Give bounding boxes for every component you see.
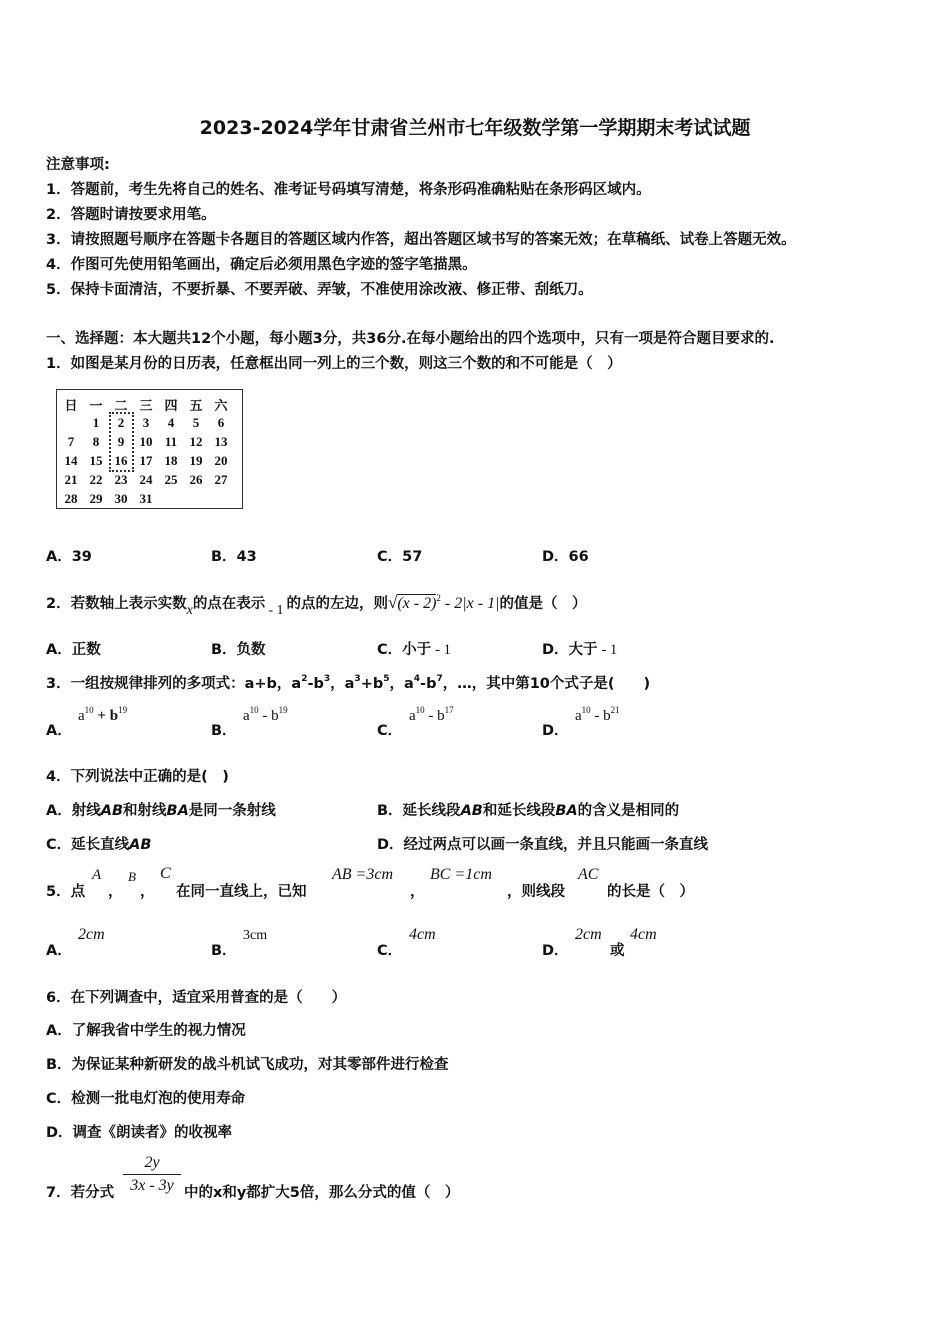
q3-op: + b bbox=[97, 708, 119, 724]
q2-neg-one: - 1 bbox=[268, 603, 284, 618]
q4-option-c bbox=[46, 833, 151, 854]
q1-option-c: C．57 bbox=[377, 549, 423, 565]
q5-option-a-value: 2cm bbox=[78, 926, 105, 943]
calendar-cell: 27 bbox=[214, 472, 228, 487]
q3-text: ，a bbox=[330, 676, 355, 692]
q5-option-b-label: B． bbox=[211, 943, 237, 959]
q3-exp: 10 bbox=[249, 705, 259, 715]
q3-exp: 10 bbox=[84, 705, 94, 715]
q2-option-c-text: C．小于 bbox=[377, 642, 432, 658]
question-5-stem-a: 5．点 bbox=[46, 884, 86, 900]
q2-radicand: (x - 2) bbox=[397, 595, 437, 612]
calendar-cell: 3 bbox=[142, 415, 150, 430]
q4-var: AB bbox=[460, 803, 483, 819]
q3-sup: 4 bbox=[413, 674, 421, 684]
calendar-cell: 30 bbox=[114, 491, 128, 506]
calendar-cell: 25 bbox=[164, 472, 178, 487]
q3-option-d-expr bbox=[575, 705, 620, 725]
q2-option-b: B．负数 bbox=[211, 642, 266, 658]
q7-denominator: 3x - 3y bbox=[130, 1177, 174, 1194]
calendar-cell: 28 bbox=[64, 491, 78, 506]
q2-option-a: A．正数 bbox=[46, 642, 101, 658]
calendar-cell: 20 bbox=[214, 453, 228, 468]
question-2-stem bbox=[46, 592, 587, 618]
calendar-cell: 23 bbox=[114, 472, 128, 487]
notice-item: 2．答题时请按要求用笔。 bbox=[46, 207, 216, 223]
q2-abs-term: - 2|x - 1| bbox=[440, 595, 500, 612]
calendar-cell: 6 bbox=[217, 415, 225, 430]
calendar-cell: 31 bbox=[139, 491, 153, 506]
q3-sup: 5 bbox=[383, 674, 390, 684]
q4-text: 的含义是相同的 bbox=[577, 803, 680, 819]
q2-option-d bbox=[542, 638, 617, 659]
q4-text: B．延长线段 bbox=[377, 803, 461, 819]
q5-option-a-label: A． bbox=[46, 943, 72, 959]
calendar-table bbox=[56, 389, 243, 509]
question-7-stem-a: 7．若分式 bbox=[46, 1185, 115, 1201]
q3-exp: 19 bbox=[118, 705, 128, 715]
section-heading: 一、选择题：本大题共12个小题，每小题3分，共36分.在每小题给出的四个选项中，只有一项是符合题目要求的. bbox=[46, 331, 775, 347]
q2-var-x: x bbox=[186, 603, 193, 618]
calendar-header: 四 bbox=[164, 398, 178, 413]
q4-var: BA bbox=[555, 803, 578, 819]
q4-var: AB bbox=[129, 837, 152, 853]
q3-text: 3．一组按规律排列的多项式：a+b，a bbox=[46, 676, 302, 692]
calendar-cell: 16 bbox=[114, 453, 128, 468]
calendar-cell: 12 bbox=[189, 434, 203, 449]
notice-heading: 注意事项: bbox=[46, 157, 110, 173]
calendar-cell: 8 bbox=[92, 434, 100, 449]
q2-option-d-text: D．大于 bbox=[542, 642, 598, 658]
calendar-cell: 17 bbox=[139, 453, 153, 468]
q4-text: 和延长线段 bbox=[482, 803, 556, 819]
question-3-stem bbox=[46, 672, 650, 693]
q4-option-a bbox=[46, 799, 276, 820]
calendar-header: 一 bbox=[89, 398, 103, 413]
q5-comma: ， bbox=[410, 884, 425, 900]
q4-text: 和射线 bbox=[123, 803, 167, 819]
q4-var: BA bbox=[166, 803, 189, 819]
q4-option-d: D．经过两点可以画一条直线，并且只能画一条直线 bbox=[377, 837, 709, 853]
q3-text: +b bbox=[360, 676, 384, 692]
q3-sup: 7 bbox=[436, 674, 443, 684]
calendar-header: 五 bbox=[189, 398, 203, 413]
q2-text: 的点在表示 bbox=[192, 596, 266, 612]
question-4-stem: 4．下列说法中正确的是( ) bbox=[46, 769, 229, 785]
q3-option-a-expr bbox=[78, 705, 128, 725]
q2-option-d-value: - 1 bbox=[601, 642, 618, 658]
q6-option-b: B．为保证某种新研发的战斗机试飞成功，对其零部件进行检查 bbox=[46, 1057, 449, 1073]
question-1-stem: 1．如图是某月份的日历表，任意框出同一列上的三个数，则这三个数的和不可能是（ ） bbox=[46, 356, 622, 372]
calendar-cell: 13 bbox=[214, 434, 228, 449]
q2-text: 2．若数轴上表示实数 bbox=[46, 596, 187, 612]
q5-point-a: A bbox=[92, 867, 102, 883]
question-5-stem-b: 在同一直线上，已知 bbox=[176, 884, 307, 900]
calendar-selection-box bbox=[109, 412, 134, 472]
q5-point-b: B bbox=[128, 869, 136, 884]
calendar-cell: 1 bbox=[92, 415, 100, 430]
q3-option-b-label: B． bbox=[211, 723, 237, 739]
q4-text: 是同一条射线 bbox=[188, 803, 276, 819]
q5-option-c-label: C． bbox=[377, 943, 403, 959]
notice-item: 5．保持卡面清洁，不要折暴、不要弄破、弄皱，不准使用涂改液、修正带、刮纸刀。 bbox=[46, 282, 593, 298]
q3-exp: 10 bbox=[581, 705, 591, 715]
question-5-stem-c: ，则线段 bbox=[507, 884, 565, 900]
q1-option-b: B．43 bbox=[211, 549, 257, 565]
q3-exp: 19 bbox=[278, 705, 288, 715]
q5-bc-length: BC =1cm bbox=[430, 866, 492, 883]
calendar-header: 三 bbox=[139, 398, 153, 413]
q3-base: a bbox=[575, 708, 582, 724]
q7-numerator: 2y bbox=[144, 1154, 160, 1171]
calendar-cell: 24 bbox=[139, 472, 153, 487]
q5-comma: ， bbox=[108, 884, 123, 900]
calendar-cell: 18 bbox=[164, 453, 178, 468]
q5-point-c: C bbox=[160, 865, 171, 882]
calendar-cell: 21 bbox=[64, 472, 78, 487]
calendar-cell: 22 bbox=[89, 472, 103, 487]
q3-option-c-label: C． bbox=[377, 723, 403, 739]
q6-option-d: D．调查《朗读者》的收视率 bbox=[46, 1125, 233, 1141]
question-5-stem-d: 的长是（ ） bbox=[607, 884, 694, 900]
q5-option-b-value: 3cm bbox=[243, 928, 268, 943]
q3-base: a bbox=[78, 708, 85, 724]
q5-ab-length: AB =3cm bbox=[332, 866, 393, 883]
fraction-bar bbox=[123, 1174, 181, 1175]
calendar-header: 二 bbox=[114, 398, 128, 413]
q5-option-c-value: 4cm bbox=[409, 926, 436, 943]
question-7-stem-b: 中的x和y都扩大5倍，那么分式的值（ ） bbox=[184, 1185, 460, 1201]
q3-text: -b bbox=[420, 676, 437, 692]
q3-sup: 2 bbox=[301, 674, 308, 684]
q5-option-d-or: 或 bbox=[610, 943, 625, 959]
q2-exponent: 2 bbox=[436, 593, 441, 603]
q5-ac: AC bbox=[578, 866, 599, 883]
q3-exp: 21 bbox=[610, 705, 620, 715]
q3-option-d-label: D． bbox=[542, 723, 569, 739]
q4-text: C．延长直线 bbox=[46, 837, 130, 853]
q6-option-a: A．了解我省中学生的视力情况 bbox=[46, 1023, 246, 1039]
calendar-cell: 14 bbox=[64, 453, 78, 468]
q3-exp: 17 bbox=[444, 705, 454, 715]
notice-item: 1．答题前，考生先将自己的姓名、准考证号码填写清楚，将条形码准确粘贴在条形码区域内。 bbox=[46, 182, 651, 198]
calendar-cell: 29 bbox=[89, 491, 103, 506]
q4-option-b bbox=[377, 799, 679, 820]
q5-option-d-value-2: 4cm bbox=[630, 926, 657, 943]
q1-option-d: D．66 bbox=[542, 549, 589, 565]
notice-item: 4．作图可先使用铅笔画出，确定后必须用黑色字迹的签字笔描黑。 bbox=[46, 257, 477, 273]
calendar-cell: 7 bbox=[67, 434, 75, 449]
q3-base: a bbox=[409, 708, 416, 724]
calendar-cell: 19 bbox=[189, 453, 203, 468]
calendar-cell: 10 bbox=[139, 434, 153, 449]
calendar-cell: 11 bbox=[164, 434, 178, 449]
q4-text: A．射线 bbox=[46, 803, 101, 819]
q3-text: -b bbox=[307, 676, 324, 692]
q2-option-c-value: - 1 bbox=[435, 642, 451, 658]
q3-option-b-expr bbox=[243, 705, 288, 725]
q3-op: - b bbox=[428, 708, 445, 724]
question-6-stem: 6．在下列调查中，适宜采用普查的是（ ） bbox=[46, 990, 347, 1006]
q3-option-c-expr bbox=[409, 705, 454, 725]
q3-sup: 3 bbox=[323, 674, 331, 684]
q2-text: 的点的左边，则 bbox=[286, 596, 388, 612]
q3-text: ，a bbox=[389, 676, 414, 692]
notice-item: 3．请按照题号顺序在答题卡各题目的答题区域内作答，超出答题区域书写的答案无效；在草稿纸、试卷上答题无效。 bbox=[46, 232, 796, 248]
q4-var: AB bbox=[100, 803, 124, 819]
q5-option-d-value-1: 2cm bbox=[575, 926, 602, 943]
q5-option-d-label: D． bbox=[542, 943, 569, 959]
calendar-header: 六 bbox=[214, 398, 228, 413]
q2-option-c bbox=[377, 638, 451, 659]
q3-op: - b bbox=[594, 708, 611, 724]
calendar-header: 日 bbox=[64, 398, 78, 413]
q1-option-a: A．39 bbox=[46, 549, 92, 565]
q3-option-a-label: A． bbox=[46, 723, 72, 739]
q2-text: 的值是（ ） bbox=[499, 596, 587, 612]
q7-fraction bbox=[123, 1154, 181, 1195]
q3-exp: 10 bbox=[415, 705, 425, 715]
q5-comma: ， bbox=[140, 884, 155, 900]
q6-option-c: C．检测一批电灯泡的使用寿命 bbox=[46, 1091, 246, 1107]
q3-sup: 3 bbox=[354, 674, 361, 684]
calendar-cell: 5 bbox=[192, 415, 200, 430]
sqrt-icon: √ bbox=[387, 593, 398, 612]
q3-text: ，…，其中第10个式子是( ) bbox=[442, 676, 651, 692]
q3-op: - b bbox=[262, 708, 279, 724]
calendar-cell: 4 bbox=[167, 415, 175, 430]
page-title: 2023-2024学年甘肃省兰州市七年级数学第一学期期末考试试题 bbox=[199, 117, 751, 139]
calendar-cell: 26 bbox=[189, 472, 203, 487]
calendar-cell: 9 bbox=[117, 434, 125, 449]
q3-base: a bbox=[243, 708, 250, 724]
calendar-cell: 2 bbox=[117, 415, 125, 430]
calendar-cell: 15 bbox=[89, 453, 103, 468]
